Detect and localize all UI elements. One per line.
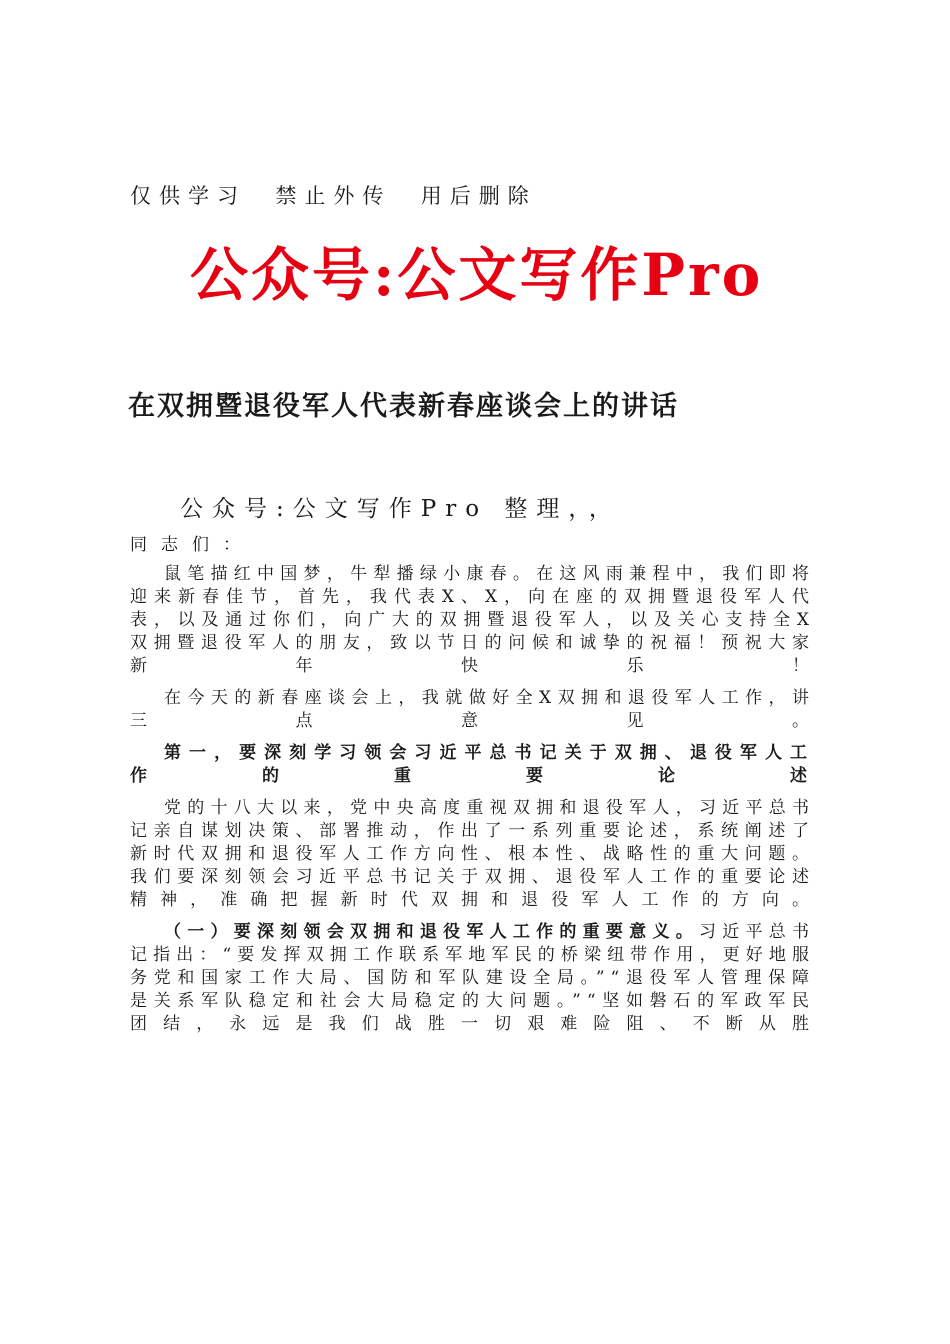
source-line: 公众号:公文写作Pro 整理，， [180,496,621,522]
body-text [130,563,815,1045]
subsection-text: 习近平总书记指出：“要发挥双拥工作联系军地军民的桥梁纽带作用，更好地服务党和国家工作大局、国防和军队建设全局。”“退役军人管理保障是关系军队稳定和社会大局稳定的大问题。”“坚如磐石的军政军民团结，永远是我们战胜一切艰难险阻、不断从胜 [130,922,816,1034]
paragraph-subsection-1 [130,921,815,1036]
document-title: 在双拥暨退役军人代表新春座谈会上的讲话 [128,391,679,422]
usage-notice: 仅供学习 禁止外传 用后删除 [130,184,537,208]
section-heading-1: 第一，要深刻学习领会习近平总书记关于双拥、退役军人工作的重要论述 [130,743,815,786]
subsection-lead: （一）要深刻领会双拥和退役军人工作的重要意义。 [164,922,699,942]
paragraph-opening: 鼠笔描红中国梦，牛犁播绿小康春。在这风雨兼程中，我们即将迎来新春佳节，首先，我代表X、X，向在座的双拥暨退役军人代表，以及通过你们，向广大的双拥暨退役军人，以及关心支持全X双拥暨退役军人的朋友，致以节日的问候和诚挚的祝福！预祝大家新年快乐！ [130,564,815,676]
account-banner: 公众号:公文写作Pro [190,241,764,309]
greeting: 同志们： [130,535,254,555]
paragraph-intro: 在今天的新春座谈会上，我就做好全X双拥和退役军人工作，讲三点意见。 [130,688,815,731]
paragraph-section-1: 党的十八大以来，党中央高度重视双拥和退役军人，习近平总书记亲自谋划决策、部署推动，作出了一系列重要论述，系统阐述了新时代双拥和退役军人工作方向性、根本性、战略性的重大问题。我们要深刻领会习近平总书记关于双拥、退役军人工作的重要论述精神，准确把握新时代双拥和退役军人工作的方向。 [130,798,815,910]
